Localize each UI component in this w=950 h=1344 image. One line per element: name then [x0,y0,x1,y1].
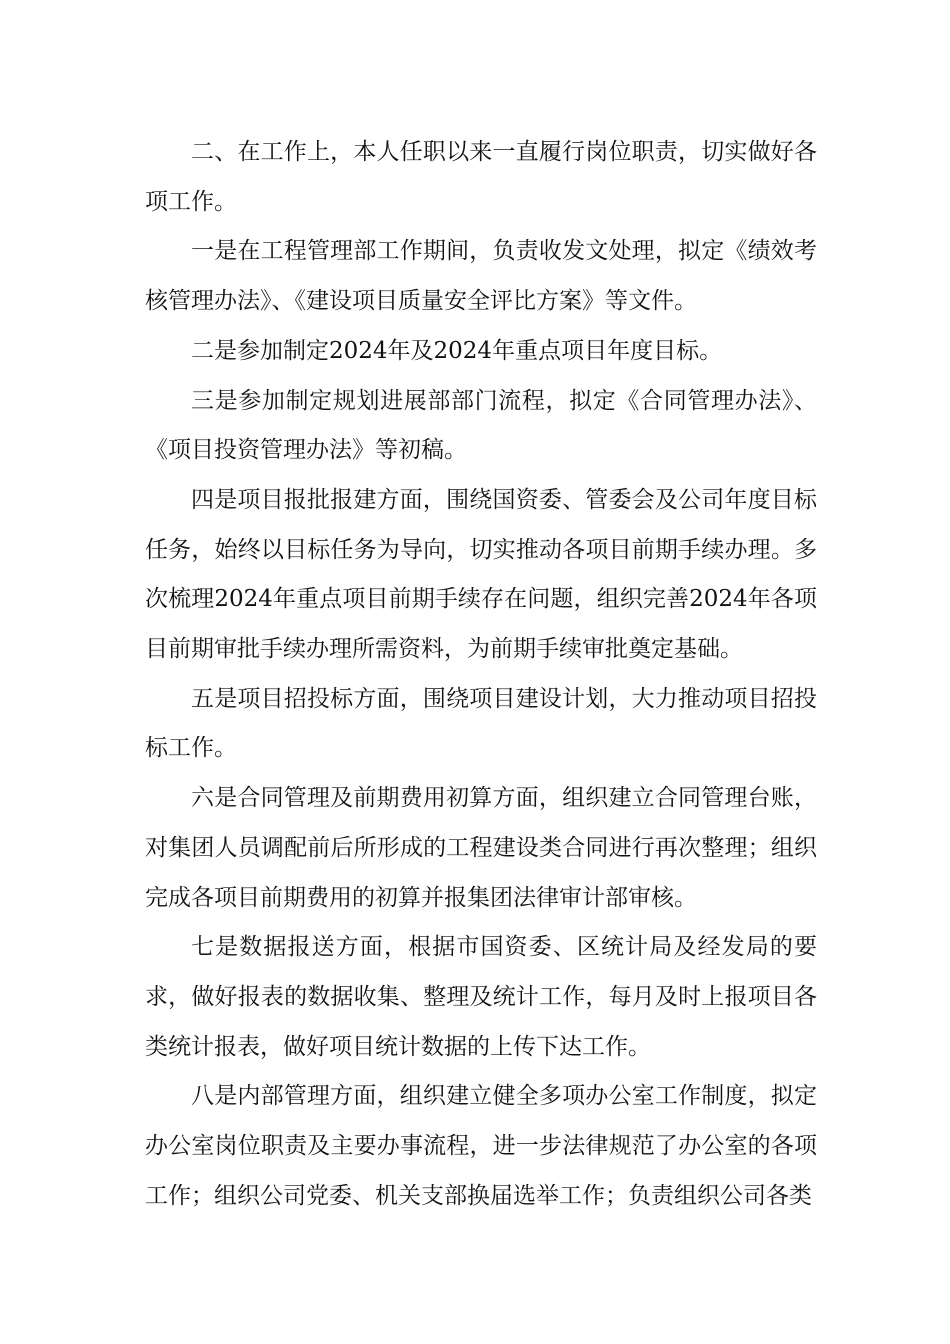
paragraph-9: 八是内部管理方面，组织建立健全多项办公室工作制度，拟定办公室岗位职责及主要办事流程，进一步法律规范了办公室的各项工作；组织公司党委、机关支部换届选举工作；负责组织公司各类 [145,1083,817,1209]
paragraph-4: 三是参加制定规划进展部部门流程，拟定《合同管理办法》、《项目投资管理办法》等初稿。 [145,387,817,464]
paragraph-5: 四是项目报批报建方面，围绕国资委、管委会及公司年度目标任务，始终以目标任务为导向，切实推动各项目前期手续办理。多次梳理2024年重点项目前期手续存在问题，组织完善2024年各项目前期审批手续办理所需资料，为前期手续审批奠定基础。 [145,486,817,663]
paragraph-8: 七是数据报送方面，根据市国资委、区统计局及经发局的要求，做好报表的数据收集、整理及统计工作，每月及时上报项目各类统计报表，做好项目统计数据的上传下达工作。 [145,934,817,1060]
paragraph-7: 六是合同管理及前期费用初算方面，组织建立合同管理台账，对集团人员调配前后所形成的工程建设类合同进行再次整理；组织完成各项目前期费用的初算并报集团法律审计部审核。 [145,785,817,911]
paragraph-6: 五是项目招投标方面，围绕项目建设计划，大力推动项目招投标工作。 [145,685,817,762]
paragraph-1: 二、在工作上，本人任职以来一直履行岗位职责，切实做好各项工作。 [145,139,817,215]
document-body [145,128,817,1221]
paragraph-2: 一是在工程管理部工作期间，负责收发文处理，拟定《绩效考核管理办法》、《建设项目质量安全评比方案》等文件。 [145,238,817,315]
paragraph-3: 二是参加制定2024年及2024年重点项目年度目标。 [191,337,723,364]
